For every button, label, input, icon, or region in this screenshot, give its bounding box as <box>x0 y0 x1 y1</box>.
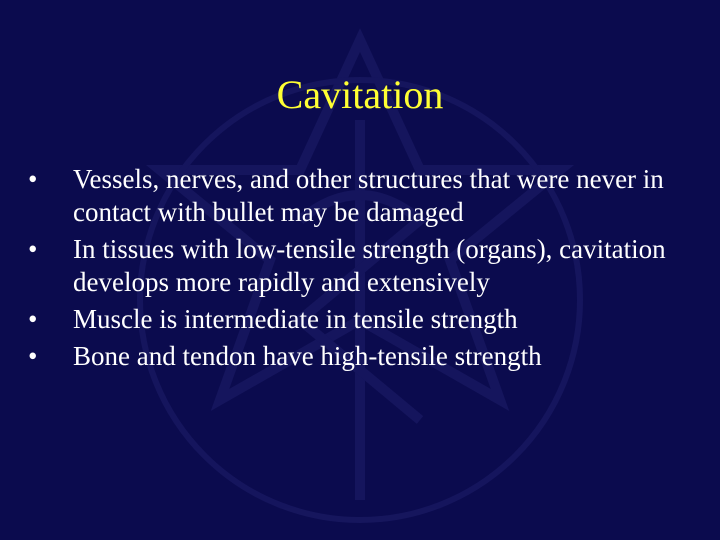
bullet-item <box>28 303 698 336</box>
bullet-text: Bone and tendon have high-tensile strength <box>73 341 542 371</box>
bullet-marker: • <box>28 234 38 264</box>
bullet-item <box>28 163 698 229</box>
bullet-text: Muscle is intermediate in tensile strength <box>73 304 518 334</box>
bullet-marker: • <box>28 304 38 334</box>
bullet-item <box>28 233 698 299</box>
bullet-marker: • <box>28 164 38 194</box>
bullet-item <box>28 340 698 373</box>
bullet-list <box>28 163 698 377</box>
bullet-text: In tissues with low-tensile strength (organs), cavitation develops more rapidly and extensively <box>73 234 666 297</box>
bullet-marker: • <box>28 341 38 371</box>
slide-title: Cavitation <box>276 72 444 117</box>
bullet-text: Vessels, nerves, and other structures that were never in contact with bullet may be damaged <box>73 164 664 227</box>
